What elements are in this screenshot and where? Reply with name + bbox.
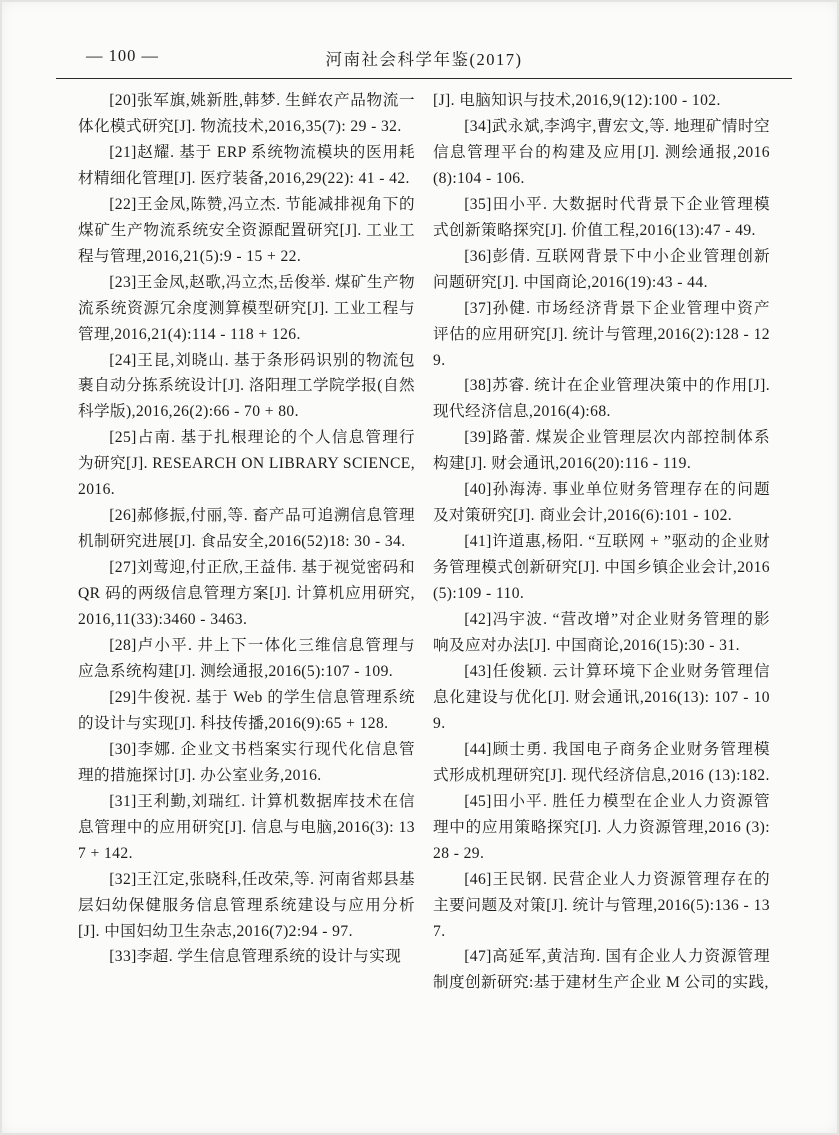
page-title: 河南社会科学年鉴(2017) (325, 50, 523, 69)
reference-entry-42: [42]冯宇波. “营改增”对企业财务管理的影响及应对办法[J]. 中国商论,2016(15):30 - 31. (433, 611, 770, 655)
reference-entry-47: [47]高延军,黄洁珣. 国有企业人力资源管理制度创新研究:基于建材生产企业 M 公司的实践, (433, 948, 770, 992)
right-column (433, 88, 770, 996)
reference-entry-21: [21]赵耀. 基于 ERP 系统物流模块的医用耗材精细化管理[J]. 医疗装备,2016,29(22): 41 - 42. (78, 143, 415, 187)
reference-entry-20: [20]张军旗,姚新胜,韩梦. 生鲜农产品物流一体化模式研究[J]. 物流技术,2016,35(7): 29 - 32. (78, 92, 415, 135)
reference-entry-40: [40]孙海涛. 事业单位财务管理存在的问题及对策研究[J]. 商业会计,2016(6):101 - 102. (433, 481, 770, 525)
reference-entry-29: [29]牛俊祝. 基于 Web 的学生信息管理系统的设计与实现[J]. 科技传播,2016(9):65 + 128. (78, 688, 415, 732)
reference-entry-32: [32]王江定,张晓科,任改荣,等. 河南省郏县基层妇幼保健服务信息管理系统建设与应用分析[J]. 中国妇幼卫生杂志,2016(7)2:94 - 97. (78, 870, 415, 940)
reference-entry-24: [24]王昆,刘晓山. 基于条形码识别的物流包裹自动分拣系统设计[J]. 洛阳理工学院学报(自然科学版),2016,26(2):66 - 70 + 80. (78, 351, 415, 421)
reference-entry-37: [37]孙健. 市场经济背景下企业管理中资产评估的应用研究[J]. 统计与管理,2016(2):128 - 129. (433, 299, 770, 369)
reference-entry-41: [41]许道惠,杨阳. “互联网 + ”驱动的企业财务管理模式创新研究[J]. 中国乡镇企业会计,2016(5):109 - 110. (433, 533, 770, 603)
reference-entry-31: [31]王利勤,刘瑞红. 计算机数据库技术在信息管理中的应用研究[J]. 信息与电脑,2016(3): 137 + 142. (78, 792, 415, 862)
reference-columns (78, 88, 770, 996)
left-column (78, 88, 415, 996)
reference-entry-34: [34]武永斌,李鸿宇,曹宏文,等. 地理矿情时空信息管理平台的构建及应用[J]. 测绘通报,2016(8):104 - 106. (433, 117, 770, 187)
reference-entry-39: [39]路蕾. 煤炭企业管理层次内部控制体系构建[J]. 财会通讯,2016(20):116 - 119. (433, 429, 770, 473)
page-header (78, 46, 770, 72)
reference-entry-33-continuation: [J]. 电脑知识与技术,2016,9(12):100 - 102. (433, 92, 721, 109)
reference-entry-36: [36]彭倩. 互联网背景下中小企业管理创新问题研究[J]. 中国商论,2016(19):43 - 44. (433, 247, 770, 291)
header-rule (56, 78, 792, 79)
reference-entry-43: [43]任俊颖. 云计算环境下企业财务管理信息化建设与优化[J]. 财会通讯,2016(13): 107 - 109. (433, 662, 770, 732)
reference-entry-26: [26]郝修振,付丽,等. 畜产品可追溯信息管理机制研究进展[J]. 食品安全,2016(52)18: 30 - 34. (78, 507, 415, 551)
reference-entry-35: [35]田小平. 大数据时代背景下企业管理模式创新策略探究[J]. 价值工程,2016(13):47 - 49. (433, 195, 770, 239)
reference-entry-30: [30]李娜. 企业文书档案实行现代化信息管理的措施探讨[J]. 办公室业务,2016. (78, 740, 415, 784)
reference-entry-23: [23]王金凤,赵歌,冯立杰,岳俊举. 煤矿生产物流系统资源冗余度测算模型研究[J]. 工业工程与管理,2016,21(4):114 - 118 + 126. (78, 273, 415, 343)
reference-entry-27: [27]刘莺迎,付正欣,王益伟. 基于视觉密码和 QR 码的两级信息管理方案[J]. 计算机应用研究,2016,11(33):3460 - 3463. (78, 559, 415, 629)
reference-entry-38: [38]苏睿. 统计在企业管理决策中的作用[J]. 现代经济信息,2016(4):68. (433, 377, 770, 421)
reference-entry-22: [22]王金凤,陈赞,冯立杰. 节能减排视角下的煤矿生产物流系统安全资源配置研究[J]. 工业工程与管理,2016,21(5):9 - 15 + 22. (78, 195, 415, 265)
reference-entry-33: [33]李超. 学生信息管理系统的设计与实现 (109, 948, 402, 966)
page-number: — 100 — (86, 46, 159, 65)
reference-entry-46: [46]王民钢. 民营企业人力资源管理存在的主要问题及对策[J]. 统计与管理,2016(5):136 - 137. (433, 870, 770, 940)
reference-entry-28: [28]卢小平. 井上下一体化三维信息管理与应急系统构建[J]. 测绘通报,2016(5):107 - 109. (78, 637, 415, 680)
reference-entry-25: [25]占南. 基于扎根理论的个人信息管理行为研究[J]. RESEARCH ON LIBRARY SCIENCE,2016. (78, 429, 415, 499)
reference-entry-44: [44]顾士勇. 我国电子商务企业财务管理模式形成机理研究[J]. 现代经济信息,2016 (13):182. (433, 740, 770, 784)
reference-entry-45: [45]田小平. 胜任力模型在企业人力资源管理中的应用策略探究[J]. 人力资源管理,2016 (3):28 - 29. (433, 792, 770, 862)
